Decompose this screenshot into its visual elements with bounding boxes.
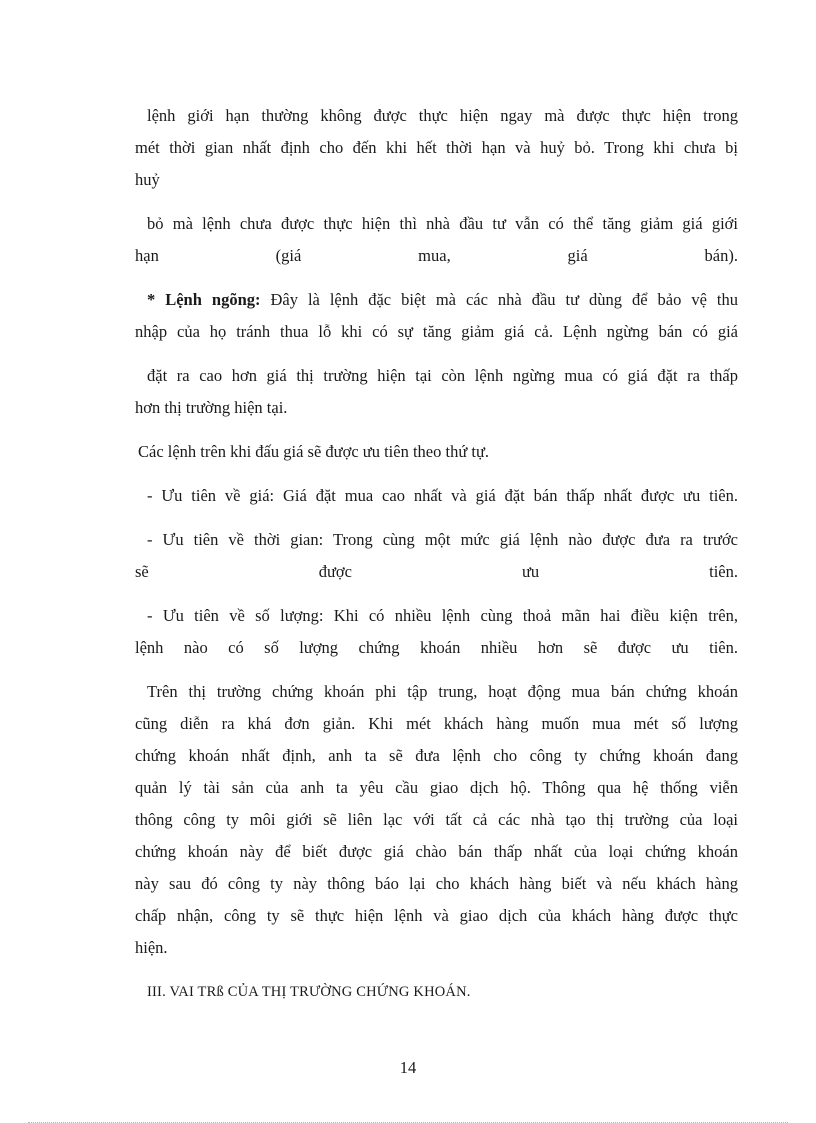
text-line: hạn (giá mua, giá bán). — [135, 246, 738, 265]
text-line: hơn thị trường hiện tại. — [135, 398, 288, 417]
text-line: mét thời gian nhất định cho đến khi hết thời hạn và huỷ bỏ. Trong khi chưa bị — [135, 138, 738, 157]
text-line: bỏ mà lệnh chưa được thực hiện thì nhà đầu tư vẫn có thể tăng giảm giá giới — [147, 214, 738, 233]
bold-term: * Lệnh ngõng: — [147, 290, 261, 309]
text-line: hiện. — [135, 938, 168, 957]
text-line: cũng diễn ra khá đơn giản. Khi mét khách hàng muốn mua mét số lượng — [135, 714, 738, 733]
text-line: lệnh nào có số lượng chứng khoán nhiều hơn sẽ được ưu tiên. — [135, 638, 738, 657]
text-line: thông công ty môi giới sẽ liên lạc với tất cả các nhà tạo thị trường của loại — [135, 810, 738, 829]
text-line: - Ưu tiên về số lượng: Khi có nhiều lệnh cùng thoả mãn hai điều kiện trên, — [147, 606, 738, 625]
text-line: lệnh giới hạn thường không được thực hiện ngay mà được thực hiện trong — [147, 106, 738, 125]
text-line: - Ưu tiên về thời gian: Trong cùng một mức giá lệnh nào được đưa ra trước — [147, 530, 738, 549]
text-line: này sau đó công ty này thông báo lại cho khách hàng biết và nếu khách hàng — [135, 874, 738, 893]
text-line: quản lý tài sản của anh ta yêu cầu giao dịch hộ. Thông qua hệ thống viễn — [135, 778, 738, 797]
section-heading: III. VAI TRß CỦA THỊ TRƯỜNG CHỨNG KHOÁN. — [147, 984, 471, 1000]
text-line: chứng khoán này để biết được giá chào bán thấp nhất của loại chứng khoán — [135, 842, 738, 861]
text-line: Các lệnh trên khi đấu giá sẽ được ưu tiên theo thứ tự. — [138, 442, 490, 461]
text-line: đặt ra cao hơn giá thị trường hiện tại còn lệnh ngừng mua có giá đặt ra thấp — [147, 366, 738, 385]
page-body — [135, 100, 738, 1008]
text-line: * Lệnh ngõng: Đây là lệnh đặc biệt mà các nhà đầu tư dùng để bảo vệ thu — [147, 290, 738, 309]
text-line: chứng khoán nhất định, anh ta sẽ đưa lệnh cho công ty chứng khoán đang — [135, 746, 738, 765]
text-line: sẽ được ưu tiên. — [135, 562, 738, 581]
text-line: huỷ — [135, 170, 160, 189]
page-number: 14 — [399, 1058, 417, 1077]
text-line: Trên thị trường chứng khoán phi tập trung, hoạt động mua bán chứng khoán — [147, 682, 738, 701]
text-line: - Ưu tiên về giá: Giá đặt mua cao nhất và giá đặt bán thấp nhất được ưu tiên. — [147, 486, 738, 505]
text-line: chấp nhận, công ty sẽ thực hiện lệnh và giao dịch của khách hàng được thực — [135, 906, 738, 925]
text-line: nhập của họ tránh thua lỗ khi có sự tăng giảm giá cả. Lệnh ngừng bán có giá — [135, 322, 738, 341]
